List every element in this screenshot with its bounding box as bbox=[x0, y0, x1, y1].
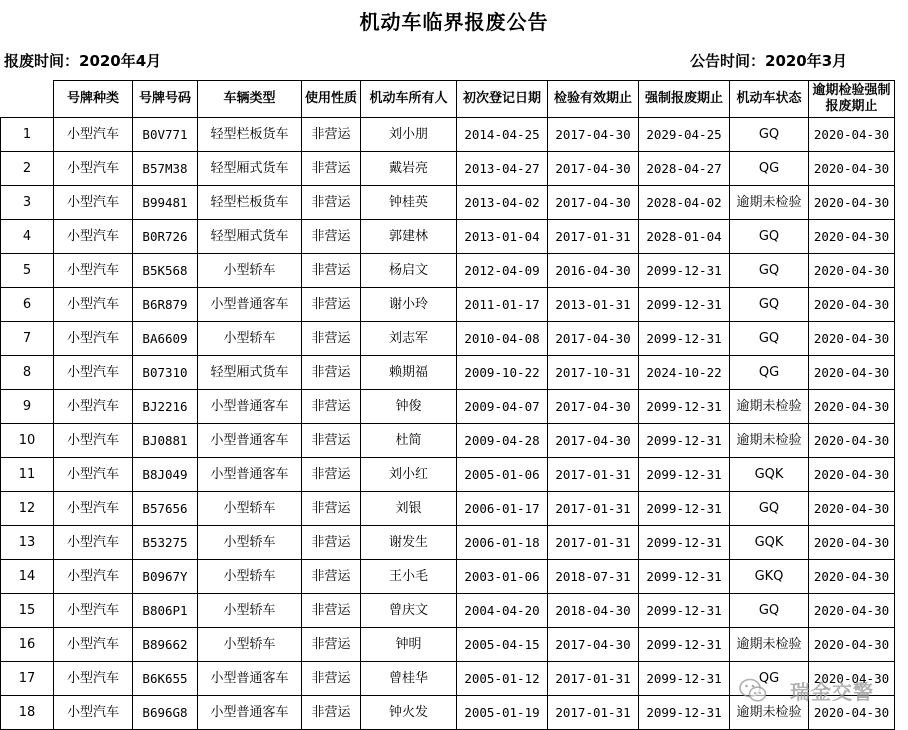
cell-inspection-valid: 2017-04-30 bbox=[548, 628, 639, 662]
cell-plate-number: B806P1 bbox=[133, 594, 198, 628]
table-row bbox=[1, 594, 895, 628]
header-plate-number: 号牌号码 bbox=[133, 81, 198, 118]
cell-vehicle-type: 小型轿车 bbox=[198, 254, 302, 288]
cell-plate-number: B6R879 bbox=[133, 288, 198, 322]
wechat-icon bbox=[738, 676, 768, 706]
table-body bbox=[1, 118, 895, 730]
cell-vehicle-status: QG bbox=[730, 152, 809, 186]
cell-owner: 曾桂华 bbox=[361, 662, 457, 696]
cell-owner: 刘志军 bbox=[361, 322, 457, 356]
cell-row-index: 5 bbox=[1, 254, 54, 288]
cell-vehicle-type: 轻型厢式货车 bbox=[198, 152, 302, 186]
cell-inspection-valid: 2017-04-30 bbox=[548, 152, 639, 186]
cell-vehicle-status: GQ bbox=[730, 254, 809, 288]
cell-overdue-scrap: 2020-04-30 bbox=[809, 526, 895, 560]
cell-row-index: 10 bbox=[1, 424, 54, 458]
cell-row-index: 16 bbox=[1, 628, 54, 662]
cell-inspection-valid: 2017-01-31 bbox=[548, 696, 639, 730]
cell-inspection-valid: 2017-01-31 bbox=[548, 220, 639, 254]
cell-inspection-valid: 2017-10-31 bbox=[548, 356, 639, 390]
cell-first-registration: 2006-01-17 bbox=[457, 492, 548, 526]
cell-vehicle-status: GQ bbox=[730, 220, 809, 254]
cell-vehicle-type: 小型轿车 bbox=[198, 594, 302, 628]
cell-overdue-scrap: 2020-04-30 bbox=[809, 458, 895, 492]
cell-vehicle-type: 小型普通客车 bbox=[198, 662, 302, 696]
cell-plate-type: 小型汽车 bbox=[54, 560, 133, 594]
cell-usage: 非营运 bbox=[302, 390, 361, 424]
table-row bbox=[1, 424, 895, 458]
cell-owner: 杜简 bbox=[361, 424, 457, 458]
cell-mandatory-scrap: 2099-12-31 bbox=[639, 458, 730, 492]
cell-overdue-scrap: 2020-04-30 bbox=[809, 560, 895, 594]
cell-mandatory-scrap: 2099-12-31 bbox=[639, 526, 730, 560]
table-row bbox=[1, 152, 895, 186]
cell-owner: 刘小红 bbox=[361, 458, 457, 492]
cell-first-registration: 2012-04-09 bbox=[457, 254, 548, 288]
cell-mandatory-scrap: 2028-04-27 bbox=[639, 152, 730, 186]
cell-row-index: 17 bbox=[1, 662, 54, 696]
cell-mandatory-scrap: 2099-12-31 bbox=[639, 696, 730, 730]
cell-usage: 非营运 bbox=[302, 220, 361, 254]
cell-vehicle-status: GQ bbox=[730, 594, 809, 628]
cell-first-registration: 2006-01-18 bbox=[457, 526, 548, 560]
cell-owner: 谢小玲 bbox=[361, 288, 457, 322]
cell-row-index: 4 bbox=[1, 220, 54, 254]
cell-plate-number: B57656 bbox=[133, 492, 198, 526]
cell-first-registration: 2005-01-12 bbox=[457, 662, 548, 696]
cell-first-registration: 2013-04-27 bbox=[457, 152, 548, 186]
cell-overdue-scrap: 2020-04-30 bbox=[809, 152, 895, 186]
cell-first-registration: 2009-04-07 bbox=[457, 390, 548, 424]
cell-plate-number: B53275 bbox=[133, 526, 198, 560]
scrap-time: 报废时间：2020年4月 bbox=[4, 52, 162, 70]
cell-vehicle-type: 小型轿车 bbox=[198, 492, 302, 526]
cell-overdue-scrap: 2020-04-30 bbox=[809, 390, 895, 424]
cell-vehicle-type: 轻型厢式货车 bbox=[198, 356, 302, 390]
cell-first-registration: 2010-04-08 bbox=[457, 322, 548, 356]
cell-row-index: 12 bbox=[1, 492, 54, 526]
cell-plate-number: B89662 bbox=[133, 628, 198, 662]
cell-overdue-scrap: 2020-04-30 bbox=[809, 288, 895, 322]
cell-vehicle-status: GQK bbox=[730, 458, 809, 492]
cell-plate-number: B57M38 bbox=[133, 152, 198, 186]
cell-mandatory-scrap: 2029-04-25 bbox=[639, 118, 730, 152]
cell-mandatory-scrap: 2099-12-31 bbox=[639, 560, 730, 594]
header-plate-type: 号牌种类 bbox=[54, 81, 133, 118]
cell-mandatory-scrap: 2099-12-31 bbox=[639, 288, 730, 322]
cell-inspection-valid: 2017-01-31 bbox=[548, 526, 639, 560]
cell-first-registration: 2011-01-17 bbox=[457, 288, 548, 322]
cell-mandatory-scrap: 2099-12-31 bbox=[639, 322, 730, 356]
cell-plate-type: 小型汽车 bbox=[54, 458, 133, 492]
cell-first-registration: 2004-04-20 bbox=[457, 594, 548, 628]
watermark bbox=[738, 668, 908, 727]
cell-mandatory-scrap: 2024-10-22 bbox=[639, 356, 730, 390]
cell-owner: 刘小朋 bbox=[361, 118, 457, 152]
cell-mandatory-scrap: 2028-01-04 bbox=[639, 220, 730, 254]
cell-plate-number: B07310 bbox=[133, 356, 198, 390]
cell-vehicle-type: 小型普通客车 bbox=[198, 424, 302, 458]
cell-vehicle-status: 逾期未检验 bbox=[730, 424, 809, 458]
cell-plate-number: BJ0881 bbox=[133, 424, 198, 458]
cell-overdue-scrap: 2020-04-30 bbox=[809, 118, 895, 152]
cell-vehicle-type: 小型普通客车 bbox=[198, 390, 302, 424]
table-row bbox=[1, 492, 895, 526]
cell-mandatory-scrap: 2099-12-31 bbox=[639, 492, 730, 526]
cell-mandatory-scrap: 2099-12-31 bbox=[639, 628, 730, 662]
table-row bbox=[1, 560, 895, 594]
header-mandatory-scrap: 强制报废期止 bbox=[639, 81, 730, 118]
cell-owner: 刘银 bbox=[361, 492, 457, 526]
cell-inspection-valid: 2016-04-30 bbox=[548, 254, 639, 288]
cell-first-registration: 2005-01-06 bbox=[457, 458, 548, 492]
cell-plate-type: 小型汽车 bbox=[54, 220, 133, 254]
table-row bbox=[1, 220, 895, 254]
cell-owner: 王小毛 bbox=[361, 560, 457, 594]
cell-vehicle-type: 轻型栏板货车 bbox=[198, 118, 302, 152]
cell-overdue-scrap: 2020-04-30 bbox=[809, 356, 895, 390]
header-vehicle-status: 机动车状态 bbox=[730, 81, 809, 118]
cell-inspection-valid: 2018-04-30 bbox=[548, 594, 639, 628]
cell-plate-number: B99481 bbox=[133, 186, 198, 220]
cell-first-registration: 2005-01-19 bbox=[457, 696, 548, 730]
cell-owner: 钟火发 bbox=[361, 696, 457, 730]
cell-vehicle-type: 轻型栏板货车 bbox=[198, 186, 302, 220]
cell-plate-type: 小型汽车 bbox=[54, 390, 133, 424]
cell-vehicle-type: 小型普通客车 bbox=[198, 696, 302, 730]
cell-overdue-scrap: 2020-04-30 bbox=[809, 424, 895, 458]
cell-usage: 非营运 bbox=[302, 254, 361, 288]
cell-inspection-valid: 2018-07-31 bbox=[548, 560, 639, 594]
announce-time: 公告时间：2020年3月 bbox=[690, 52, 848, 70]
page-title: 机动车临界报废公告 bbox=[359, 10, 549, 34]
cell-first-registration: 2009-04-28 bbox=[457, 424, 548, 458]
cell-inspection-valid: 2017-04-30 bbox=[548, 186, 639, 220]
cell-plate-type: 小型汽车 bbox=[54, 356, 133, 390]
cell-plate-type: 小型汽车 bbox=[54, 254, 133, 288]
cell-vehicle-status: 逾期未检验 bbox=[730, 628, 809, 662]
cell-first-registration: 2013-04-02 bbox=[457, 186, 548, 220]
cell-plate-type: 小型汽车 bbox=[54, 118, 133, 152]
cell-usage: 非营运 bbox=[302, 696, 361, 730]
cell-usage: 非营运 bbox=[302, 152, 361, 186]
cell-row-index: 3 bbox=[1, 186, 54, 220]
cell-owner: 钟明 bbox=[361, 628, 457, 662]
cell-overdue-scrap: 2020-04-30 bbox=[809, 662, 895, 696]
cell-plate-type: 小型汽车 bbox=[54, 288, 133, 322]
cell-vehicle-type: 轻型厢式货车 bbox=[198, 220, 302, 254]
cell-inspection-valid: 2017-01-31 bbox=[548, 458, 639, 492]
cell-vehicle-type: 小型普通客车 bbox=[198, 288, 302, 322]
cell-mandatory-scrap: 2099-12-31 bbox=[639, 594, 730, 628]
table-row bbox=[1, 254, 895, 288]
cell-vehicle-status: 逾期未检验 bbox=[730, 696, 809, 730]
cell-vehicle-status: GKQ bbox=[730, 560, 809, 594]
cell-vehicle-status: 逾期未检验 bbox=[730, 186, 809, 220]
cell-owner: 戴岩亮 bbox=[361, 152, 457, 186]
cell-plate-number: B0967Y bbox=[133, 560, 198, 594]
cell-plate-number: B0V771 bbox=[133, 118, 198, 152]
header-inspection-valid: 检验有效期止 bbox=[548, 81, 639, 118]
cell-row-index: 8 bbox=[1, 356, 54, 390]
cell-vehicle-type: 小型轿车 bbox=[198, 628, 302, 662]
cell-row-index: 7 bbox=[1, 322, 54, 356]
cell-owner: 郭建林 bbox=[361, 220, 457, 254]
cell-inspection-valid: 2017-01-31 bbox=[548, 662, 639, 696]
cell-row-index: 6 bbox=[1, 288, 54, 322]
table-row bbox=[1, 118, 895, 152]
cell-mandatory-scrap: 2099-12-31 bbox=[639, 424, 730, 458]
cell-first-registration: 2009-10-22 bbox=[457, 356, 548, 390]
cell-usage: 非营运 bbox=[302, 288, 361, 322]
cell-vehicle-status: GQ bbox=[730, 492, 809, 526]
cell-overdue-scrap: 2020-04-30 bbox=[809, 594, 895, 628]
cell-row-index: 2 bbox=[1, 152, 54, 186]
cell-plate-number: B5K568 bbox=[133, 254, 198, 288]
header-usage: 使用性质 bbox=[302, 81, 361, 118]
cell-vehicle-status: 逾期未检验 bbox=[730, 390, 809, 424]
header-first-registration: 初次登记日期 bbox=[457, 81, 548, 118]
cell-usage: 非营运 bbox=[302, 492, 361, 526]
cell-inspection-valid: 2013-01-31 bbox=[548, 288, 639, 322]
cell-usage: 非营运 bbox=[302, 424, 361, 458]
table-row bbox=[1, 458, 895, 492]
cell-row-index: 15 bbox=[1, 594, 54, 628]
header-vehicle-type: 车辆类型 bbox=[198, 81, 302, 118]
cell-plate-type: 小型汽车 bbox=[54, 594, 133, 628]
cell-vehicle-status: GQ bbox=[730, 288, 809, 322]
cell-inspection-valid: 2017-04-30 bbox=[548, 390, 639, 424]
cell-mandatory-scrap: 2099-12-31 bbox=[639, 662, 730, 696]
cell-overdue-scrap: 2020-04-30 bbox=[809, 628, 895, 662]
cell-usage: 非营运 bbox=[302, 186, 361, 220]
header-index bbox=[1, 81, 54, 118]
cell-plate-number: BJ2216 bbox=[133, 390, 198, 424]
cell-usage: 非营运 bbox=[302, 526, 361, 560]
cell-usage: 非营运 bbox=[302, 594, 361, 628]
scrap-table bbox=[0, 80, 895, 730]
cell-vehicle-status: GQ bbox=[730, 322, 809, 356]
cell-overdue-scrap: 2020-04-30 bbox=[809, 186, 895, 220]
cell-plate-type: 小型汽车 bbox=[54, 152, 133, 186]
cell-vehicle-status: GQK bbox=[730, 526, 809, 560]
table-row bbox=[1, 628, 895, 662]
cell-owner: 谢发生 bbox=[361, 526, 457, 560]
header-row bbox=[1, 81, 895, 118]
cell-overdue-scrap: 2020-04-30 bbox=[809, 322, 895, 356]
cell-vehicle-status: QG bbox=[730, 662, 809, 696]
cell-inspection-valid: 2017-04-30 bbox=[548, 322, 639, 356]
cell-usage: 非营运 bbox=[302, 322, 361, 356]
cell-plate-number: B8J049 bbox=[133, 458, 198, 492]
cell-row-index: 13 bbox=[1, 526, 54, 560]
table-row bbox=[1, 356, 895, 390]
cell-first-registration: 2014-04-25 bbox=[457, 118, 548, 152]
cell-usage: 非营运 bbox=[302, 628, 361, 662]
cell-mandatory-scrap: 2028-04-02 bbox=[639, 186, 730, 220]
header-overdue-scrap: 逾期检验强制报废期止 bbox=[809, 81, 895, 118]
cell-plate-type: 小型汽车 bbox=[54, 186, 133, 220]
cell-first-registration: 2005-04-15 bbox=[457, 628, 548, 662]
cell-overdue-scrap: 2020-04-30 bbox=[809, 254, 895, 288]
cell-vehicle-type: 小型轿车 bbox=[198, 560, 302, 594]
watermark-text: 瑞金交警 bbox=[790, 680, 874, 704]
cell-row-index: 11 bbox=[1, 458, 54, 492]
cell-owner: 曾庆文 bbox=[361, 594, 457, 628]
cell-overdue-scrap: 2020-04-30 bbox=[809, 492, 895, 526]
cell-plate-number: BA6609 bbox=[133, 322, 198, 356]
table-row bbox=[1, 186, 895, 220]
cell-inspection-valid: 2017-04-30 bbox=[548, 118, 639, 152]
cell-plate-type: 小型汽车 bbox=[54, 696, 133, 730]
cell-plate-number: B6K655 bbox=[133, 662, 198, 696]
cell-plate-type: 小型汽车 bbox=[54, 628, 133, 662]
cell-plate-type: 小型汽车 bbox=[54, 526, 133, 560]
cell-plate-number: B696G8 bbox=[133, 696, 198, 730]
cell-plate-type: 小型汽车 bbox=[54, 424, 133, 458]
cell-mandatory-scrap: 2099-12-31 bbox=[639, 254, 730, 288]
cell-inspection-valid: 2017-01-31 bbox=[548, 492, 639, 526]
cell-overdue-scrap: 2020-04-30 bbox=[809, 696, 895, 730]
cell-owner: 钟俊 bbox=[361, 390, 457, 424]
cell-owner: 赖期福 bbox=[361, 356, 457, 390]
cell-row-index: 18 bbox=[1, 696, 54, 730]
cell-first-registration: 2013-01-04 bbox=[457, 220, 548, 254]
cell-mandatory-scrap: 2099-12-31 bbox=[639, 390, 730, 424]
cell-usage: 非营运 bbox=[302, 662, 361, 696]
cell-owner: 钟桂英 bbox=[361, 186, 457, 220]
cell-plate-type: 小型汽车 bbox=[54, 662, 133, 696]
cell-vehicle-type: 小型轿车 bbox=[198, 526, 302, 560]
table-row bbox=[1, 390, 895, 424]
cell-row-index: 1 bbox=[1, 118, 54, 152]
header-owner: 机动车所有人 bbox=[361, 81, 457, 118]
cell-usage: 非营运 bbox=[302, 560, 361, 594]
cell-inspection-valid: 2017-04-30 bbox=[548, 424, 639, 458]
cell-vehicle-type: 小型普通客车 bbox=[198, 458, 302, 492]
table-row bbox=[1, 322, 895, 356]
cell-plate-type: 小型汽车 bbox=[54, 322, 133, 356]
cell-plate-number: B0R726 bbox=[133, 220, 198, 254]
cell-owner: 杨启文 bbox=[361, 254, 457, 288]
table-row bbox=[1, 526, 895, 560]
cell-row-index: 14 bbox=[1, 560, 54, 594]
cell-usage: 非营运 bbox=[302, 118, 361, 152]
cell-first-registration: 2003-01-06 bbox=[457, 560, 548, 594]
cell-usage: 非营运 bbox=[302, 356, 361, 390]
cell-usage: 非营运 bbox=[302, 458, 361, 492]
table-row bbox=[1, 288, 895, 322]
cell-plate-type: 小型汽车 bbox=[54, 492, 133, 526]
cell-overdue-scrap: 2020-04-30 bbox=[809, 220, 895, 254]
cell-row-index: 9 bbox=[1, 390, 54, 424]
cell-vehicle-type: 小型轿车 bbox=[198, 322, 302, 356]
cell-vehicle-status: GQ bbox=[730, 118, 809, 152]
cell-vehicle-status: QG bbox=[730, 356, 809, 390]
